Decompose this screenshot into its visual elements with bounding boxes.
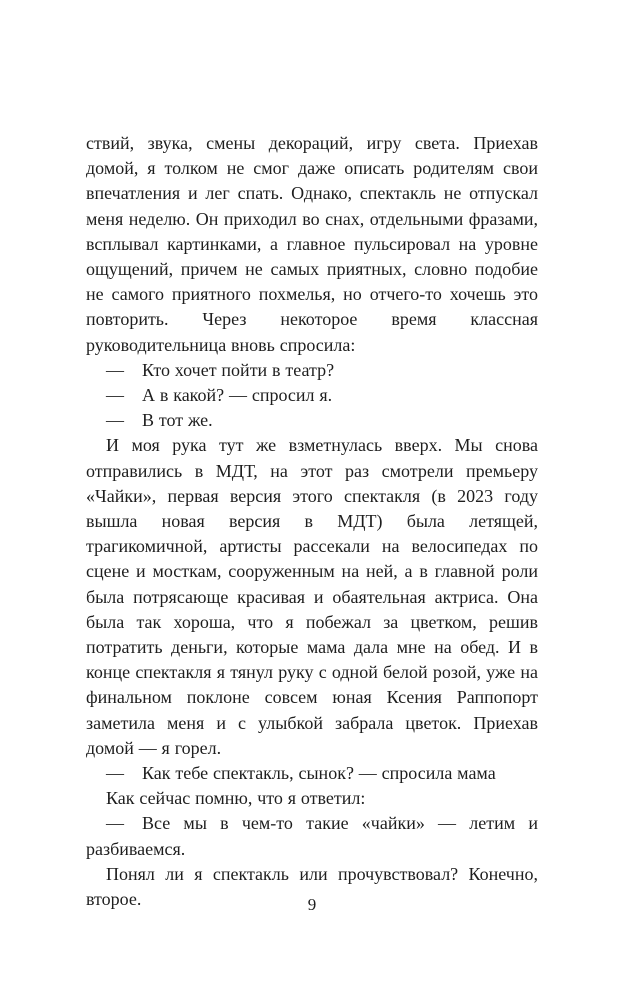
dialogue-line-same-one: — В тот же. — [106, 410, 213, 431]
paragraph-closing: Понял ли я спектакль или прочувствовал? Конечно, второе. — [86, 863, 538, 910]
paragraph-continuation: ствий, звука, смены декораций, игру света. Приехав домой, я толком не смог даже описать родителям свои впечатления и лег спать. Однако, спектакль не отпускал меня неделю. Он приходил во снах, отдельными фразами, всплывал картинками, а главное пульсировал на уровне ощущений, причем не самых приятных, словно подобие не самого приятного похмелья, но отчего-то хочешь это повторить. Через некоторое время классная руководительница вновь спросила: — [86, 133, 538, 355]
text-column — [86, 131, 538, 912]
paragraph-seagull-premiere: И моя рука тут же взметнулась вверх. Мы снова отправились в МДТ, на этот раз смотрели премьеру «Чайки», первая версия этого спектакля (в 2023 году вышла новая версия в МДТ) была летящей, трагикомичной, артисты рассекали на велосипедах по сцене и мосткам, сооруженным на ней, а в главной роли была потрясающе красивая и обаятельная актриса. Она была так хороша, что я побежал за цветком, решив потратить деньги, которые мама дала мне на обед. И в конце спектакля я тянул руку с одной белой розой, уже на финальном поклоне совсем юная Ксения Раппопорт заметила меня и с улыбкой забрала цветок. Приехав домой — я горел. — [86, 435, 538, 758]
dialogue-line-mother-question: — Как тебе спектакль, сынок? — спросила мама — [106, 763, 496, 784]
dialogue-line-which-one: — А в какой? — спросил я. — [106, 385, 333, 406]
page-number: 9 — [307, 895, 317, 914]
paragraph-i-remember: Как сейчас помню, что я ответил: — [106, 788, 366, 809]
dialogue-line-we-are-seagulls: — Все мы в чем-то такие «чайки» — летим и разбиваемся. — [86, 813, 538, 859]
dialogue-line-who-wants-theatre: — Кто хочет пойти в театр? — [106, 359, 335, 380]
